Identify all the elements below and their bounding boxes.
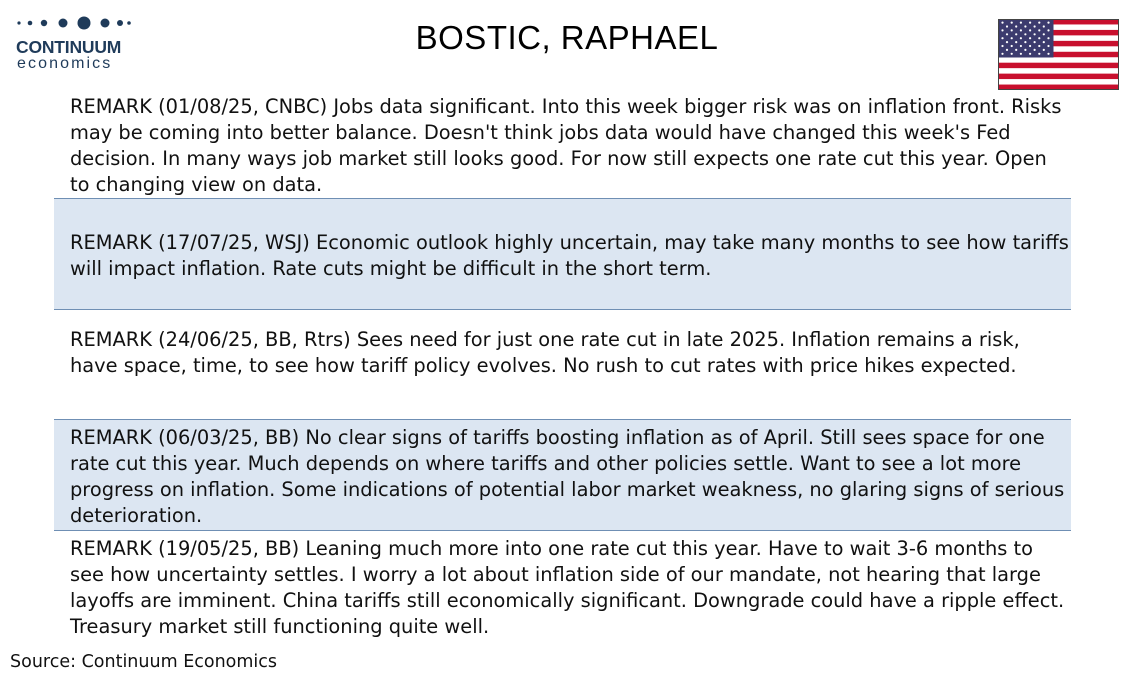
logo-sub-text: economics — [17, 55, 113, 72]
remark-row-4 — [54, 420, 1071, 531]
remark-text: REMARK (06/03/25, BB) No clear signs of tariffs boosting inflation as of April. Still sees space for one rate cut this year. Much depends on where tariffs and other policies settle. Want to see a lot more progress on inflation. Some indications of potential labor market weakness, no glaring signs of serious deterioration. — [70, 426, 1065, 527]
remark-text: REMARK (17/07/25, WSJ) Economic outlook highly uncertain, may take many months to see how tariffs will impact inflation. Rate cuts might be difficult in the short term. — [70, 231, 1069, 280]
remark-row-3 — [54, 310, 1071, 420]
remark-row-2 — [54, 199, 1071, 310]
us-flag-icon — [998, 19, 1119, 90]
logo-brand-text: CONTINUUM — [16, 37, 122, 57]
remark-text: REMARK (01/08/25, CNBC) Jobs data significant. Into this week bigger risk was on inflation front. Risks may be coming into better balance. Doesn't think jobs data would have changed this week's Fed decision. In many ways job market still looks good. For now still expects one rate cut this year. Open to changing view on data. — [70, 95, 1062, 196]
remarks-list — [54, 88, 1071, 642]
source-note: Source: Continuum Economics — [10, 652, 278, 672]
page-title: BOSTIC, RAPHAEL — [415, 19, 719, 56]
remark-row-5 — [54, 531, 1071, 642]
remark-row-1 — [54, 88, 1071, 199]
remark-text: REMARK (24/06/25, BB, Rtrs) Sees need for just one rate cut in late 2025. Inflation remains a risk, have space, time, to see how tariff policy evolves. No rush to cut rates with price hikes expected. — [70, 328, 1020, 377]
remark-text: REMARK (19/05/25, BB) Leaning much more into one rate cut this year. Have to wait 3-6 months to see how uncertainty settles. I worry a lot about inflation side of our mandate, not hearing that large layoffs are imminent. China tariffs still economically significant. Downgrade could have a ripple effect. Treasury market still functioning quite well. — [70, 537, 1065, 638]
